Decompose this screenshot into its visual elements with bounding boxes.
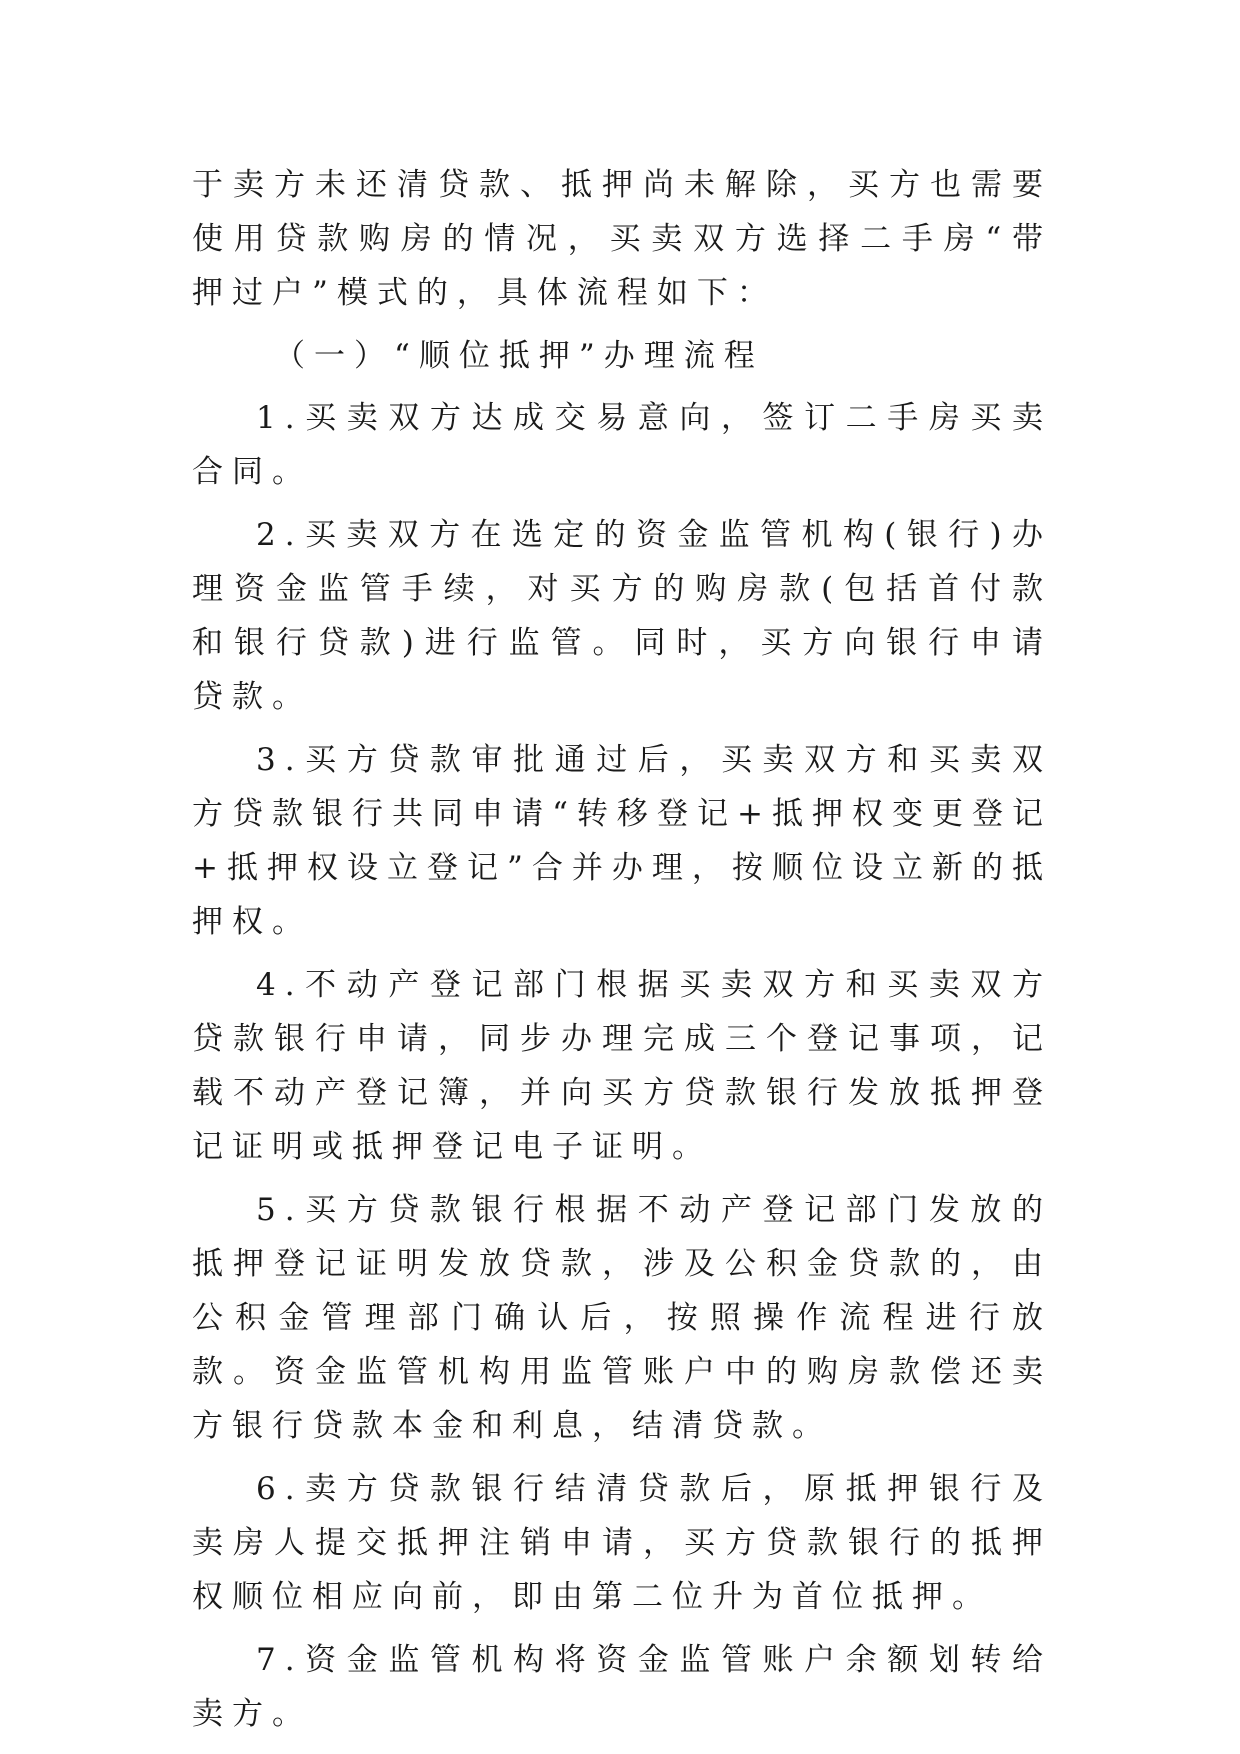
step-2-paragraph: 2.买卖双方在选定的资金监管机构(银行)办理资金监管手续，对买方的购房款(包括首付款和银行贷款)进行监管。同时，买方向银行申请贷款。 xyxy=(192,517,1052,715)
intro-paragraph: 于卖方未还清贷款、抵押尚未解除，买方也需要使用贷款购房的情况，买卖双方选择二手房“带押过户”模式的，具体流程如下： xyxy=(192,167,1052,311)
step-3-paragraph: 3.买方贷款审批通过后，买卖双方和买卖双方贷款银行共同申请“转移登记+抵押权变更登记+抵押权设立登记”合并办理，按顺位设立新的抵押权。 xyxy=(192,742,1052,940)
document-body xyxy=(192,158,1052,1750)
step-7-paragraph: 7.资金监管机构将资金监管账户余额划转给卖方。 xyxy=(192,1642,1052,1732)
step-1-paragraph: 1.买卖双方达成交易意向，签订二手房买卖合同。 xyxy=(192,400,1052,490)
section-heading: （一）“顺位抵押”办理流程 xyxy=(274,338,764,374)
step-4-paragraph: 4.不动产登记部门根据买卖双方和买卖双方贷款银行申请，同步办理完成三个登记事项，记载不动产登记簿，并向买方贷款银行发放抵押登记证明或抵押登记电子证明。 xyxy=(192,967,1052,1165)
step-6-paragraph: 6.卖方贷款银行结清贷款后，原抵押银行及卖房人提交抵押注销申请，买方贷款银行的抵押权顺位相应向前，即由第二位升为首位抵押。 xyxy=(192,1471,1052,1615)
step-5-paragraph: 5.买方贷款银行根据不动产登记部门发放的抵押登记证明发放贷款，涉及公积金贷款的，由公积金管理部门确认后，按照操作流程进行放款。资金监管机构用监管账户中的购房款偿还卖方银行贷款本金和利息，结清贷款。 xyxy=(192,1192,1052,1444)
